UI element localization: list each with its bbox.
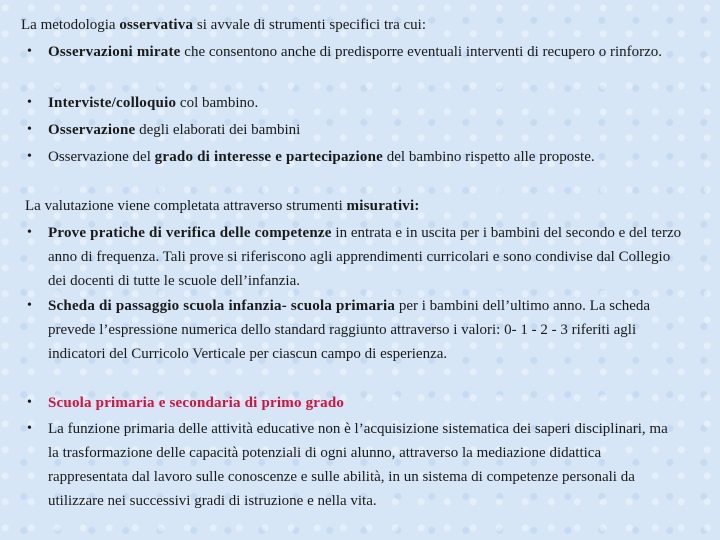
text: La valutazione viene completata attraverso strumenti	[25, 198, 347, 214]
list-item	[48, 118, 688, 142]
bullet-icon: •	[27, 95, 32, 110]
text: che consentono anche di predisporre eventuali interventi di recupero o rinforzo.	[180, 44, 663, 60]
bullet-icon: •	[27, 395, 32, 410]
bold-text: Prove pratiche di verifica delle competenze	[48, 225, 332, 241]
list-item	[48, 91, 688, 115]
text: per i bambini dell’ultimo anno. La scheda prevede l’espressione numerica dello standard raggiunto attraverso i valori: 0- 1 - 2 - 3 riferiti agli indicatori del Curricolo Verticale per ciascun campo di esperienza.	[48, 298, 651, 362]
text: si avvale di strumenti specifici tra cui:	[193, 17, 427, 33]
list-item	[48, 40, 688, 64]
bold-text: osservativa	[119, 17, 194, 33]
text: Osservazione del	[48, 149, 155, 165]
list-item	[48, 417, 673, 513]
bold-text: Scheda di passaggio scuola infanzia- scuola primaria	[48, 298, 396, 314]
bold-text: Osservazione	[48, 122, 136, 138]
text: col bambino.	[176, 95, 259, 111]
text: in entrata e in uscita per i bambini del secondo e del terzo anno di frequenza. Tali prove si riferiscono agli apprendimenti curricolari e sono condivise dal Collegio dei docenti di tutte le scuole dell’infanzia.	[48, 225, 682, 289]
bullet-icon: •	[27, 225, 32, 240]
bold-text: Osservazioni mirate	[48, 44, 181, 60]
text: degli elaborati dei bambini	[135, 122, 301, 138]
list-item	[48, 294, 663, 366]
bold-text: Interviste/colloquio	[48, 95, 177, 111]
bullet-icon: •	[27, 44, 32, 59]
text: La metodologia	[21, 17, 120, 33]
text: La funzione primaria delle attività educative non è l’acquisizione sistematica dei saperi disciplinari, ma la trasformazione delle capacità potenziali di ogni alunno, attraverso la mediazione didattica rappresentata dal lavoro sulle conoscenze e sulle abilità, in un sistema di competenze personali da utilizzare nei successivi gradi di istruzione e nella vita.	[48, 421, 668, 509]
list-item	[48, 221, 683, 293]
list-item	[48, 145, 648, 169]
valutazione-paragraph	[25, 194, 715, 218]
bullet-icon: •	[27, 122, 32, 137]
bullet-icon: •	[27, 421, 32, 436]
bullet-icon: •	[27, 149, 32, 164]
list-item	[48, 391, 688, 415]
bold-text: misurativi:	[346, 198, 420, 214]
bold-text: grado di interesse e partecipazione	[154, 149, 383, 165]
red-heading: Scuola primaria e secondaria di primo grado	[48, 395, 345, 411]
intro-paragraph	[21, 13, 711, 37]
bullet-icon: •	[27, 298, 32, 313]
text: del bambino rispetto alle proposte.	[383, 149, 595, 165]
